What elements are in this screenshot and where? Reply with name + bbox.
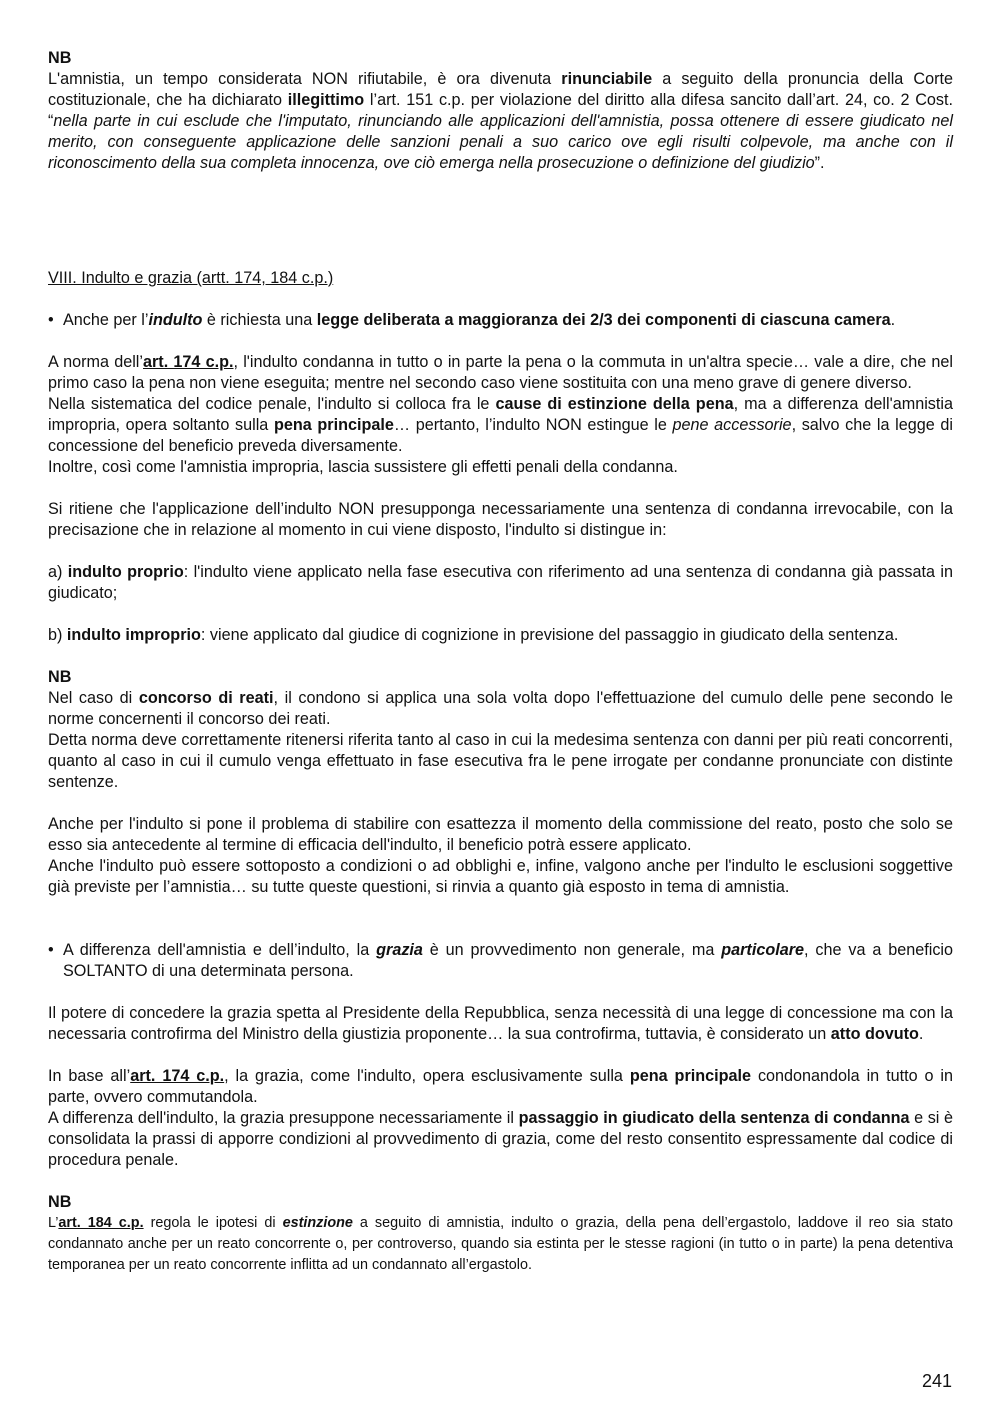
text: : viene applicato dal giudice di cognizione in previsione del passaggio in giudicato della sentenza. <box>200 626 899 644</box>
nb-label: NB <box>48 668 72 686</box>
article-reference: art. 174 c.p. <box>143 353 234 371</box>
bold-text: legge deliberata a maggioranza dei 2/3 dei componenti di ciascuna camera <box>316 311 891 329</box>
italic-text: pene accessorie <box>672 416 792 434</box>
article-reference: art. 184 c.p. <box>58 1215 144 1231</box>
bullet-indulto <box>48 310 953 331</box>
text: A differenza dell'amnistia e dell’indulto, la <box>63 941 377 959</box>
bold-text: concorso di reati <box>138 689 274 707</box>
item-prefix: b) <box>48 626 67 644</box>
bold-italic-text: grazia <box>376 941 423 959</box>
item-indulto-proprio <box>48 562 953 604</box>
text: , l'indulto condanna in tutto o in parte la pena o la commuta in un'altra specie… vale a dire, che nel primo caso la pena non viene eseguita; mentre nel secondo caso viene sostituita con una meno grave di genere diverso. <box>48 353 954 392</box>
paragraph-amnistia <box>48 69 953 174</box>
paragraph-art184 <box>48 1213 953 1276</box>
paragraph-ritiene: Si ritiene che l'applicazione dell’indulto NON presupponga necessariamente una sentenza di condanna irrevocabile, con la precisazione che in relazione al momento in cui viene disposto, l'indulto si distingue in: <box>48 500 953 539</box>
nb-label: NB <box>48 1193 72 1211</box>
text: L'amnistia, un tempo considerata NON rifiutabile, è ora divenuta <box>48 70 562 88</box>
bold-italic-text: particolare <box>721 941 805 959</box>
text: l’art. 151 c.p. per violazione del diritto alla difesa sancito dall’art. 24, co. 2 Cost. “ <box>48 91 953 130</box>
text: A differenza dell'indulto, la grazia presuppone necessariamente il <box>48 1109 519 1127</box>
nb-label: NB <box>48 49 72 67</box>
text: Nella sistematica del codice penale, l'indulto si colloca fra le <box>48 395 496 413</box>
text: L’ <box>48 1215 59 1231</box>
paragraph-anche-momento: Anche per l'indulto si pone il problema di stabilire con esattezza il momento della commissione del reato, posto che solo se esso sia antecedente al termine di efficacia dell'indulto, il beneficio potrà essere applicato. <box>48 815 953 854</box>
text: A norma dell’ <box>48 353 143 371</box>
paragraph-detta: Detta norma deve correttamente ritenersi riferita tanto al caso in cui la medesima sentenza con danni per più reati concorrenti, quanto al caso in cui il cumulo venga effettuato in fase esecutiva fra le pene irrogate per condanne pronunciate con distinte sentenze. <box>48 731 953 791</box>
text: . <box>890 311 896 329</box>
text: , il condono si applica una sola volta dopo l'effettuazione del cumulo delle pene secondo le norme concernenti il concorso dei reati. <box>48 689 954 728</box>
text: … pertanto, l’indulto NON estingue le <box>393 416 673 434</box>
text: , la grazia, come l'indulto, opera esclusivamente sulla <box>224 1067 630 1085</box>
item-prefix: a) <box>48 563 68 581</box>
paragraph-potere <box>48 1003 953 1045</box>
bold-italic-text: indulto <box>148 311 203 329</box>
bold-text: pena principale <box>629 1067 752 1085</box>
article-reference: art. 174 c.p. <box>130 1067 225 1085</box>
bullet-grazia <box>48 940 953 982</box>
document-page <box>48 48 953 1276</box>
paragraph-sistematica <box>48 394 953 457</box>
paragraph-differenza <box>48 1108 953 1171</box>
bold-text: illegittimo <box>287 91 365 109</box>
text: è un provvedimento non generale, ma <box>422 941 722 959</box>
bold-text: indulto improprio <box>66 626 201 644</box>
section-heading: VIII. Indulto e grazia (artt. 174, 184 c.p.) <box>48 269 334 287</box>
text: . <box>918 1025 924 1043</box>
text: Nel caso di <box>48 689 139 707</box>
text: condonandola in tutto o in parte, ovvero commutandola. <box>48 1067 954 1106</box>
bold-text: rinunciabile <box>561 70 653 88</box>
paragraph-inoltre: Inoltre, così come l'amnistia impropria, lascia sussistere gli effetti penali della condanna. <box>48 458 678 476</box>
bold-text: indulto proprio <box>67 563 184 581</box>
page-number: 241 <box>921 1371 952 1391</box>
bold-text: pena principale <box>273 416 394 434</box>
text: regola le ipotesi di <box>143 1215 283 1231</box>
text: a seguito della pronuncia della Corte costituzionale, che ha dichiarato <box>48 70 953 109</box>
text: Anche per l’ <box>63 311 149 329</box>
bold-text: cause di estinzione della pena <box>495 395 734 413</box>
text: è richiesta una <box>202 311 317 329</box>
text: , ma a differenza dell'amnistia impropria, opera soltanto sulla <box>48 395 953 434</box>
text: In base all’ <box>48 1067 131 1085</box>
paragraph-anche-condizioni: Anche l'indulto può essere sottoposto a condizioni o ad obblighi e, infine, valgono anche per l'indulto le esclusioni soggettive già previste per l’amnistia… su tutte queste questioni, si rinvia a quanto già esposto in tema di amnistia. <box>48 857 953 896</box>
text: ”. <box>814 154 825 172</box>
text: a seguito di amnistia, indulto o grazia, della pena dell’ergastolo, laddove il reo sia stato condannato anche per un reato concorrente o, per controverso, quando sia estinta per le stesse ragioni (in tutto o in parte) la pena detentiva temporanea per un reato concorrente inflitta ad un condannato all’ergastolo. <box>48 1215 953 1273</box>
text: , salvo che la legge di concessione del beneficio preveda diversamente. <box>48 416 953 455</box>
text: , che va a beneficio SOLTANTO di una determinata persona. <box>63 941 954 980</box>
bold-text: atto dovuto <box>830 1025 919 1043</box>
paragraph-norma <box>48 352 953 394</box>
bold-text: passaggio in giudicato della sentenza di condanna <box>518 1109 910 1127</box>
paragraph-concorso <box>48 688 953 730</box>
item-indulto-improprio <box>48 625 953 646</box>
text: : l'indulto viene applicato nella fase esecutiva con riferimento ad una sentenza di condanna già passata in giudicato; <box>48 563 953 602</box>
bullet-dot: • <box>48 311 54 329</box>
italic-quote: nella parte in cui esclude che l'imputato, rinunciando alle applicazioni dell'amnistia, possa ottenere di essere giudicato nel merito, con conseguente applicazione delle sanzioni penali a suo carico ove egli risulti colpevole, ma anche con il riconoscimento della sua completa innocenza, ove ciò emerga nella prosecuzione o definizione del giudizio <box>48 112 953 172</box>
bullet-dot: • <box>48 941 54 959</box>
bold-italic-text: estinzione <box>282 1215 353 1231</box>
text: Il potere di concedere la grazia spetta al Presidente della Repubblica, senza necessità di una legge di concessione ma con la necessaria controfirma del Ministro della giustizia proponente… la sua controfirma, tuttavia, è considerato un <box>48 1004 953 1043</box>
paragraph-base <box>48 1066 953 1108</box>
text: e si è consolidata la prassi di apporre condizioni al provvedimento di grazia, come del resto consentito espressamente dal codice di procedura penale. <box>48 1109 953 1169</box>
